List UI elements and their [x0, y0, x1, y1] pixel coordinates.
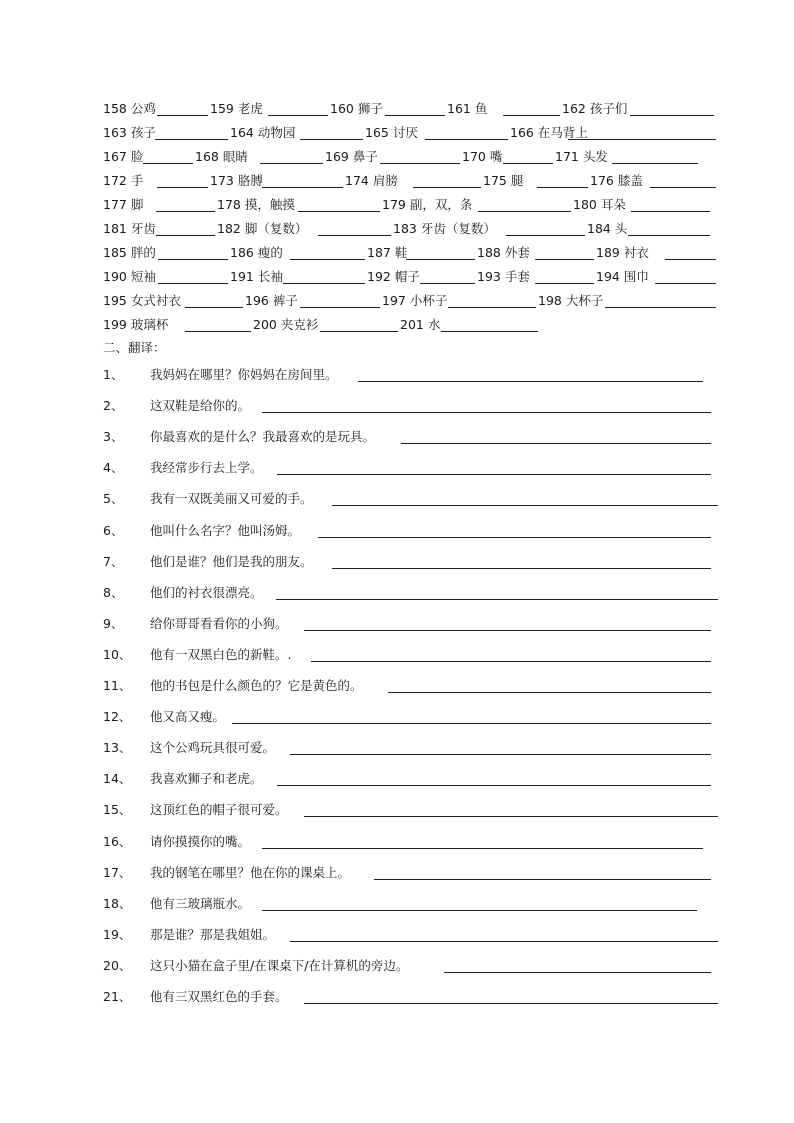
item-number: 14、 — [103, 771, 132, 787]
answer-blank[interactable] — [535, 283, 594, 284]
sentence-text: 我经常步行去上学。 — [150, 460, 263, 476]
answer-blank[interactable] — [158, 259, 228, 260]
sentence-text: 这个公鸡玩具很可爱。 — [150, 740, 276, 756]
answer-blank[interactable] — [448, 307, 536, 308]
translation-item — [0, 647, 794, 667]
answer-line[interactable] — [232, 723, 711, 724]
answer-blank[interactable] — [413, 187, 481, 188]
answer-line[interactable] — [374, 879, 711, 880]
answer-blank[interactable] — [157, 187, 208, 188]
translation-item — [0, 554, 794, 574]
vocab-term: 192 帽子 — [367, 269, 420, 284]
item-number: 8、 — [103, 584, 124, 600]
answer-blank[interactable] — [537, 187, 588, 188]
translation-item — [0, 429, 794, 449]
item-number: 13、 — [103, 740, 132, 756]
translation-item — [0, 523, 794, 543]
answer-blank[interactable] — [268, 115, 328, 116]
vocab-term: 187 鞋 — [367, 245, 408, 260]
vocab-term: 183 牙齿（复数） — [393, 221, 496, 236]
vocab-term: 196 裤子 — [245, 293, 298, 308]
vocab-term: 189 衬衣 — [596, 245, 649, 260]
vocab-row — [0, 173, 794, 191]
item-number: 15、 — [103, 802, 132, 818]
vocab-term: 201 水 — [400, 317, 441, 332]
answer-line[interactable] — [290, 754, 711, 755]
answer-line[interactable] — [401, 443, 711, 444]
answer-line[interactable] — [332, 505, 718, 506]
sentence-text: 给你哥哥看看你的小狗。 — [150, 615, 288, 631]
answer-blank[interactable] — [290, 259, 365, 260]
vocab-row — [0, 221, 794, 239]
translation-item — [0, 927, 794, 947]
answer-blank[interactable] — [156, 211, 215, 212]
vocab-term: 193 手套 — [477, 269, 530, 284]
answer-line[interactable] — [262, 910, 697, 911]
answer-blank[interactable] — [628, 235, 710, 236]
answer-blank[interactable] — [155, 139, 228, 140]
answer-blank[interactable] — [318, 235, 391, 236]
item-number: 9、 — [103, 615, 124, 631]
vocab-term: 162 孩子们 — [562, 101, 628, 116]
item-number: 16、 — [103, 833, 132, 849]
translation-item — [0, 865, 794, 885]
vocab-term: 164 动物园 — [230, 125, 296, 140]
vocab-term: 167 脸 — [103, 149, 144, 164]
sentence-text: 你最喜欢的是什么？我最喜欢的是玩具。 — [150, 429, 376, 445]
vocab-term: 174 肩膀 — [345, 173, 398, 188]
answer-blank[interactable] — [650, 187, 716, 188]
sentence-text: 他们是谁？他们是我的朋友。 — [150, 553, 313, 569]
vocab-term: 166 在马背上 — [510, 125, 588, 140]
answer-blank[interactable] — [385, 115, 445, 116]
vocab-row — [0, 125, 794, 143]
vocab-term: 184 头 — [587, 221, 628, 236]
vocab-term: 182 脚（复数） — [217, 221, 308, 236]
vocab-term: 180 耳朵 — [573, 197, 626, 212]
sentence-text: 他们的衬衣很漂亮。 — [150, 584, 263, 600]
translation-item — [0, 398, 794, 418]
answer-line[interactable] — [332, 568, 711, 569]
translation-item — [0, 678, 794, 698]
vocab-row — [0, 101, 794, 119]
vocab-term: 200 夹克衫 — [253, 317, 319, 332]
answer-blank[interactable] — [503, 115, 560, 116]
vocab-term: 190 短袖 — [103, 269, 156, 284]
sentence-text: 他有一双黑白色的新鞋。. — [150, 646, 292, 662]
vocab-term: 179 副，双，条 — [382, 197, 473, 212]
answer-line[interactable] — [444, 972, 711, 973]
answer-blank[interactable] — [478, 211, 571, 212]
sentence-text: 他叫什么名字？他叫汤姆。 — [150, 522, 301, 538]
sentence-text: 我喜欢狮子和老虎。 — [150, 771, 263, 787]
vocab-term: 191 长袖 — [230, 269, 283, 284]
answer-line[interactable] — [290, 941, 718, 942]
vocab-term: 158 公鸡 — [103, 101, 156, 116]
item-number: 6、 — [103, 522, 124, 538]
translation-item — [0, 958, 794, 978]
translation-item — [0, 802, 794, 822]
item-number: 19、 — [103, 926, 132, 942]
answer-line[interactable] — [358, 381, 703, 382]
translation-item — [0, 771, 794, 791]
vocab-term: 170 嘴 — [462, 149, 503, 164]
vocab-row — [0, 293, 794, 311]
translation-item — [0, 896, 794, 916]
vocab-term: 188 外套 — [477, 245, 530, 260]
answer-blank[interactable] — [156, 235, 215, 236]
answer-blank[interactable] — [157, 115, 208, 116]
answer-line[interactable] — [262, 848, 703, 849]
item-number: 17、 — [103, 864, 132, 880]
answer-blank[interactable] — [425, 139, 508, 140]
vocab-term: 160 狮子 — [330, 101, 383, 116]
answer-line[interactable] — [262, 412, 711, 413]
answer-blank[interactable] — [260, 163, 323, 164]
answer-line[interactable] — [311, 661, 711, 662]
item-number: 12、 — [103, 709, 132, 725]
vocab-term: 199 玻璃杯 — [103, 317, 169, 332]
vocab-term: 163 孩子 — [103, 125, 156, 140]
answer-line[interactable] — [318, 537, 711, 538]
translation-item — [0, 491, 794, 511]
vocab-term: 195 女式衬衣 — [103, 293, 181, 308]
answer-blank[interactable] — [535, 259, 594, 260]
vocab-term: 175 腿 — [483, 173, 524, 188]
translation-item — [0, 367, 794, 387]
item-number: 4、 — [103, 460, 124, 476]
answer-blank[interactable] — [503, 163, 553, 164]
item-number: 18、 — [103, 895, 132, 911]
item-number: 2、 — [103, 398, 124, 414]
vocab-term: 185 胖的 — [103, 245, 156, 260]
vocab-term: 178 摸，触摸 — [217, 197, 295, 212]
translation-item — [0, 460, 794, 480]
item-number: 11、 — [103, 678, 132, 693]
sentence-text: 他的书包是什么颜色的？它是黄色的。 — [150, 678, 363, 693]
answer-blank[interactable] — [158, 283, 228, 284]
sentence-text: 这顶红色的帽子很可爱。 — [150, 802, 288, 818]
answer-blank[interactable] — [320, 331, 398, 332]
answer-blank[interactable] — [300, 139, 363, 140]
vocab-row — [0, 245, 794, 263]
answer-blank[interactable] — [605, 307, 716, 308]
answer-blank[interactable] — [506, 235, 585, 236]
answer-blank[interactable] — [655, 283, 716, 284]
vocab-row — [0, 197, 794, 215]
translation-item — [0, 834, 794, 854]
answer-blank[interactable] — [380, 163, 460, 164]
section-title: 二、翻译： — [103, 340, 166, 355]
translation-item — [0, 740, 794, 760]
answer-blank[interactable] — [630, 115, 714, 116]
item-number: 3、 — [103, 429, 124, 445]
vocab-term: 172 手 — [103, 173, 144, 188]
answer-blank[interactable] — [300, 307, 380, 308]
sentence-text: 这只小猫在盒子里/在课桌下/在计算机的旁边。 — [150, 957, 409, 973]
answer-blank[interactable] — [298, 211, 380, 212]
sentence-text: 请你摸摸你的嘴。 — [150, 833, 251, 849]
sentence-text: 他有三玻璃瓶水。 — [150, 895, 251, 911]
answer-line[interactable] — [276, 599, 718, 600]
answer-blank[interactable] — [665, 259, 716, 260]
answer-blank[interactable] — [262, 187, 343, 188]
vocab-term: 197 小杯子 — [382, 293, 448, 308]
sentence-text: 这双鞋是给你的。 — [150, 398, 251, 414]
vocab-term: 173 胳膊 — [210, 173, 263, 188]
vocab-term: 165 讨厌 — [365, 125, 418, 140]
translation-item — [0, 616, 794, 636]
vocab-term: 168 眼睛 — [195, 149, 248, 164]
vocab-term: 161 鱼 — [447, 101, 488, 116]
answer-line[interactable] — [304, 630, 711, 631]
vocab-term: 198 大杯子 — [538, 293, 604, 308]
vocab-term: 186 瘦的 — [230, 245, 283, 260]
item-number: 7、 — [103, 553, 124, 569]
vocab-term: 177 脚 — [103, 197, 144, 212]
vocab-row — [0, 269, 794, 287]
vocab-row — [0, 317, 794, 335]
answer-blank[interactable] — [143, 163, 193, 164]
answer-line[interactable] — [277, 785, 711, 786]
answer-blank[interactable] — [185, 307, 243, 308]
answer-line[interactable] — [277, 474, 711, 475]
answer-blank[interactable] — [568, 139, 716, 140]
item-number: 20、 — [103, 957, 132, 973]
answer-blank[interactable] — [441, 331, 538, 332]
vocab-term: 181 牙齿 — [103, 221, 156, 236]
item-number: 21、 — [103, 989, 132, 1004]
vocab-term: 159 老虎 — [210, 101, 263, 116]
sentence-text: 他又高又瘦。 — [150, 709, 226, 725]
vocab-term: 194 围巾 — [596, 269, 649, 284]
item-number: 1、 — [103, 367, 124, 382]
vocab-term: 176 膝盖 — [590, 173, 643, 188]
answer-blank[interactable] — [612, 163, 698, 164]
sentence-text: 那是谁？那是我姐姐。 — [150, 926, 276, 942]
translation-item — [0, 989, 794, 1009]
translation-item — [0, 709, 794, 729]
answer-line[interactable] — [388, 692, 711, 693]
item-number: 10、 — [103, 646, 132, 662]
sentence-text: 我的钢笔在哪里？他在你的课桌上。 — [150, 864, 351, 880]
answer-blank[interactable] — [631, 211, 710, 212]
answer-blank[interactable] — [406, 259, 475, 260]
answer-blank[interactable] — [420, 283, 475, 284]
sentence-text: 我有一双既美丽又可爱的手。 — [150, 491, 313, 507]
vocab-row — [0, 149, 794, 167]
vocab-term: 169 鼻子 — [325, 149, 378, 164]
answer-blank[interactable] — [185, 331, 251, 332]
sentence-text: 他有三双黑红色的手套。 — [150, 989, 288, 1004]
sentence-text: 我妈妈在哪里？你妈妈在房间里。 — [150, 367, 338, 382]
answer-blank[interactable] — [283, 283, 365, 284]
item-number: 5、 — [103, 491, 124, 507]
answer-line[interactable] — [304, 816, 718, 817]
answer-line[interactable] — [304, 1003, 718, 1004]
vocab-term: 171 头发 — [555, 149, 608, 164]
translation-item — [0, 585, 794, 605]
